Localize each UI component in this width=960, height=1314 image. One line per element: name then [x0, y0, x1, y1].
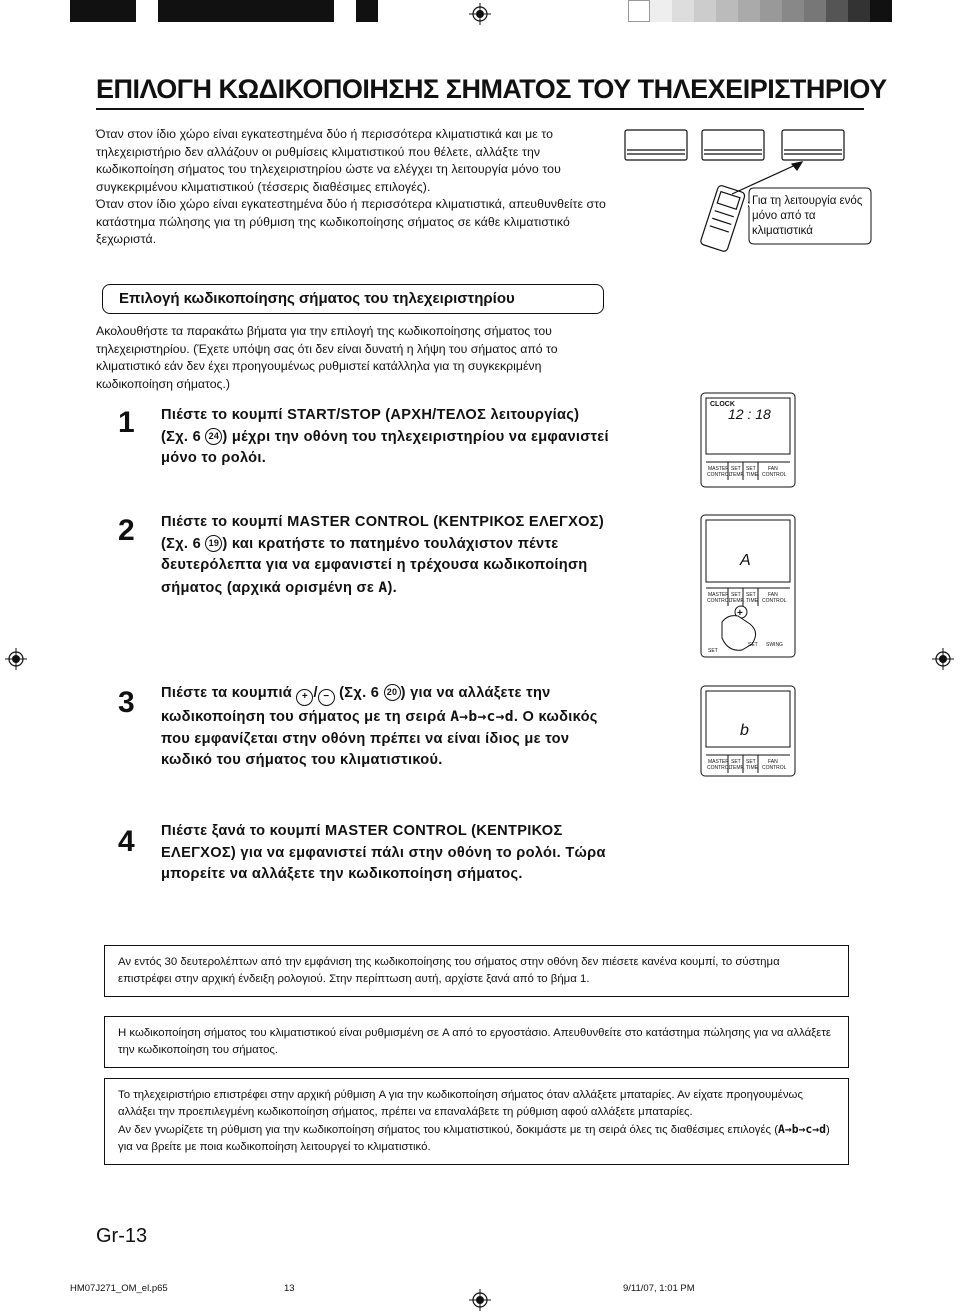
- step-2-text-b: ) και κρατήστε το πατημένο τουλάχιστον πέντε δευτερόλεπτα για να εμφανιστεί η τρέχουσα κωδικοποίηση σήματος (αρχικά ορισμένη σε: [161, 535, 588, 596]
- fan-control-label: CONTROL: [762, 472, 787, 478]
- note-box-1: [104, 945, 849, 997]
- crosshair-bottom-icon: [469, 1289, 491, 1311]
- crosshair-left-icon: [5, 648, 27, 670]
- page-title: ΕΠΙΛΟΓΗ ΚΩΔΙΚΟΠΟΙΗΣΗΣ ΣΗΜΑΤΟΣ ΤΟΥ ΤΗΛΕΧΕΙΡΙΣΤΗΡΙΟΥ: [96, 74, 887, 104]
- set-temp-set: SET: [731, 466, 741, 472]
- note-3-sequence: A→b→c→d: [778, 1122, 827, 1136]
- crosshair-top-icon: [469, 3, 491, 25]
- step-1-text: [161, 405, 609, 470]
- intro-paragraph-2: Όταν στον ίδιο χώρο είναι εγκατεστημένα δύο ή περισσότερα κλιματιστικά, απευθυνθείτε στο κατάστημα πώλησης για τη ρύθμιση της κωδικοποίησης σήματος σε κάθε κλιματιστικό ξεχωριστά.: [96, 197, 606, 246]
- set-time-label-2: TIME: [746, 598, 758, 604]
- fig-ref-24: 24: [205, 428, 222, 445]
- set-time-label-3: TIME: [746, 765, 758, 771]
- code-display-a: A: [740, 552, 751, 569]
- crosshair-right-icon: [932, 648, 954, 670]
- step-3-text-a2: (Σχ. 6: [334, 685, 384, 701]
- step-3-number: 3: [118, 686, 135, 719]
- step-3-text: [161, 683, 609, 772]
- control-label: CONTROL: [707, 472, 732, 478]
- set-time-set-2: SET: [746, 592, 756, 598]
- footer-date: 9/11/07, 1:01 PM: [623, 1283, 695, 1294]
- step-4-text: Πιέστε ξανά το κουμπί MASTER CONTROL (ΚΕΝΤΡΙΚΟΣ ΕΛΕΓΧΟΣ) για να εμφανιστεί πάλι στην οθόνη το ρολόι. Τώρα μπορείτε να αλλάξετε την κωδικοποίηση σήματος.: [161, 823, 606, 882]
- section-heading: Επιλογή κωδικοποίησης σήματος του τηλεχειριστηρίου: [102, 284, 604, 314]
- step-3-text-c: . Ο κωδικός που εμφανίζεται στην οθόνη πρέπει να είναι ίδιος με τον κωδικό του σήματος του κλιματιστικού.: [161, 709, 598, 768]
- note-box-3: [104, 1078, 849, 1165]
- minus-button-icon: −: [318, 689, 335, 706]
- note-3-text-b1: Αν δεν γνωρίζετε τη ρύθμιση για την κωδικοποίηση σήματος του κλιματιστικού, δοκιμάστε με τη σειρά όλες τις διαθέσιμες επιλογές (: [118, 1124, 778, 1136]
- master-label-3: MASTER: [708, 759, 729, 765]
- set-label-bottom: SET: [708, 648, 718, 654]
- step-3-text-b: ) για να αλλάξετε την κωδικοποίηση του σήματος με τη σειρά: [161, 685, 551, 725]
- svg-text:+: +: [737, 608, 743, 619]
- clock-time: 12 : 18: [728, 406, 771, 422]
- set-temp-set-2: SET: [731, 592, 741, 598]
- remote-display-clock: [700, 392, 796, 488]
- footer-file: HM07J271_OM_el.p65: [70, 1283, 168, 1294]
- step-1-text-a: Πιέστε το κουμπί START/STOP (ΑΡΧΗ/ΤΕΛΟΣ λειτουργίας) (Σχ. 6: [161, 407, 580, 445]
- fan-control-label-2: CONTROL: [762, 598, 787, 604]
- note-3-text-c: ) για να βρείτε με ποια κωδικοποίηση λειτουργεί το κλιματιστικό.: [118, 1124, 830, 1153]
- note-3-text-b: [118, 1121, 835, 1156]
- fan-control-label-3: CONTROL: [762, 765, 787, 771]
- clock-label: CLOCK: [710, 401, 735, 408]
- callout-text: Για τη λειτουργία ενός μόνο από τα κλιματιστικά: [752, 195, 863, 237]
- fan-label-2: FAN: [768, 592, 778, 598]
- step-4-number: 4: [118, 825, 135, 858]
- page-number: Gr-13: [96, 1225, 148, 1247]
- note-2-text: Η κωδικοποίηση σήματος του κλιματιστικού είναι ρυθμισμένη σε A από το εργοστάσιο. Απευθυνθείτε στο κατάστημα πώλησης για να αλλάξετε την κωδικοποίηση του σήματος.: [118, 1027, 831, 1056]
- fig-ref-19: 19: [205, 535, 222, 552]
- swing-label: SWING: [766, 642, 783, 648]
- set-temp-label-3: TEMP.: [730, 765, 745, 771]
- plus-button-icon: +: [296, 689, 313, 706]
- note-1-text: Αν εντός 30 δευτερολέπτων από την εμφάνιση της κωδικοποίησης του σήματος στην οθόνη δεν πιέσετε κανένα κουμπί, το σύστημα επιστρέφει στην αρχική ένδειξη ρολογιού. Στην περίπτωση αυτή, αρχίστε ξανά από το βήμα 1.: [118, 956, 780, 985]
- set-label-bottom-2: SET: [748, 642, 758, 648]
- fan-label: FAN: [768, 466, 778, 472]
- code-sequence: A→b→c→d: [450, 708, 514, 725]
- remote-display-code-b: [700, 685, 800, 777]
- step-2-text-c: ).: [387, 579, 398, 596]
- step-3-sep: /: [313, 685, 318, 701]
- set-time-set-3: SET: [746, 759, 756, 765]
- step-2-text-a: Πιέστε το κουμπί MASTER CONTROL (ΚΕΝΤΡΙΚΟΣ ΕΛΕΓΧΟΣ) (Σχ. 6: [161, 514, 604, 552]
- fig-ref-20: 20: [384, 684, 401, 701]
- registration-bar-left: [70, 0, 378, 22]
- set-temp-label: TEMP.: [730, 472, 745, 478]
- step-1-text-b: ) μέχρι την οθόνη του τηλεχειριστηρίου να εμφανιστεί μόνο το ρολόι.: [161, 428, 609, 466]
- set-time-label: TIME: [746, 472, 758, 478]
- note-3-text-a: Το τηλεχειριστήριο επιστρέφει στην αρχική ρύθμιση A για την κωδικοποίηση σήματος όταν αλλάξετε μπαταρίες. Αν είχατε προηγουμένως αλλάξει την προεπιλεγμένη κωδικοποίηση σήματος, πρέπει να επαναλάβετε τη ρύθμιση αφού αλλάξετε μπαταρίες.: [118, 1089, 803, 1118]
- control-label-2: CONTROL: [707, 598, 732, 604]
- title-rule: [96, 108, 864, 110]
- registration-bar-right: [628, 0, 892, 22]
- note-box-2: [104, 1016, 849, 1068]
- intro-paragraph-1: Όταν στον ίδιο χώρο είναι εγκατεστημένα δύο ή περισσότερα κλιματιστικά και με το τηλεχειριστήριο δεν αλλάζουν οι ρυθμίσεις κλιματιστικού που θέλετε, αλλάξτε την κωδικοποίηση σήματος του τηλεχειριστηρίου ώστε να ελέγχει τη λειτουργία μόνο του συγκεκριμένου κλιματιστικού (τέσσερις διαθέσιμες επιλογές).: [96, 127, 561, 194]
- fan-label-3: FAN: [768, 759, 778, 765]
- code-a: A: [378, 578, 388, 596]
- remote-display-master-control: [700, 514, 800, 659]
- section-intro: Ακολουθήστε τα παρακάτω βήματα για την επιλογή της κωδικοποίησης σήματος του τηλεχειριστηρίου. (Έχετε υπόψη σας ότι δεν είναι δυνατή η λήψη του σήματος από το κλιματιστικό εάν δεν έχει προηγουμένως ρυθμιστεί κατάλληλα για τη συγκεκριμένη κωδικοποίηση σήματος.): [96, 324, 558, 391]
- callout-frame: [748, 187, 872, 245]
- master-label-2: MASTER: [708, 592, 729, 598]
- set-temp-label-2: TEMP.: [730, 598, 745, 604]
- code-display-b: b: [740, 722, 749, 739]
- step-2-text: [161, 512, 609, 599]
- set-time-set: SET: [746, 466, 756, 472]
- control-label-3: CONTROL: [707, 765, 732, 771]
- step-2-number: 2: [118, 514, 135, 547]
- master-label: MASTER: [708, 466, 729, 472]
- footer-page: 13: [284, 1283, 295, 1294]
- step-3-text-a: Πιέστε τα κουμπιά: [161, 685, 297, 701]
- step-1-number: 1: [118, 406, 135, 439]
- intro-text: [96, 126, 621, 249]
- set-temp-set-3: SET: [731, 759, 741, 765]
